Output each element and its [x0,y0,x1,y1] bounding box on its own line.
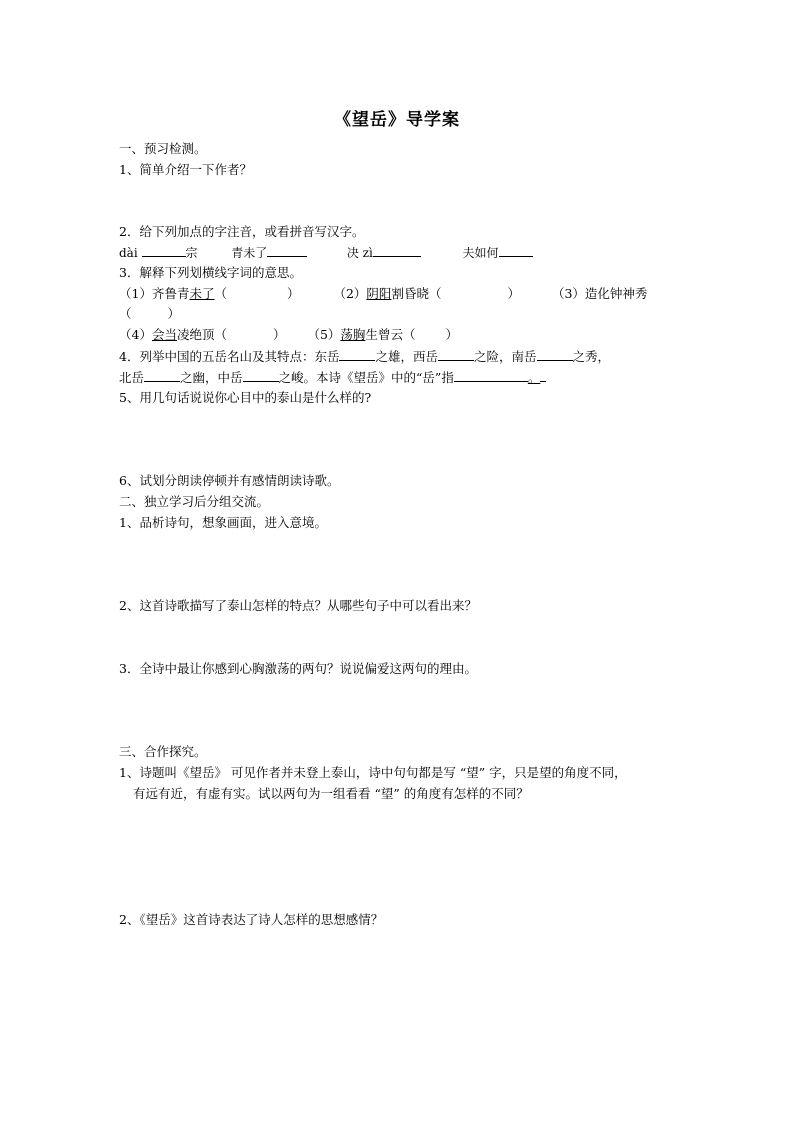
vocab-item-5-prefix: （5） [307,327,341,342]
answer-blank[interactable] [499,244,533,257]
vocab-item-2-underlined: 阴阳 [366,286,392,301]
text: 之幽，中岳 [180,370,243,385]
vocab-item-5-underlined: 荡胸 [340,327,366,342]
vocab-row-2 [119,306,180,322]
question-3-2: 2、《望岳》这首诗表达了诗人怎样的思想感情？ [119,912,384,927]
text: 之秀， [572,349,611,364]
question-1-5: 5、用几句话说说你心目中的泰山是什么样的? [119,390,372,405]
pinyin-word-4: 夫如何 [462,246,499,260]
question-1-1: 1、简单介绍一下作者？ [119,162,252,177]
answer-blank[interactable] [438,348,474,361]
text: 之峻。本诗《望岳》中的“岳”指 [278,370,454,385]
text: 。 [527,370,541,385]
pinyin-word-2: 青未了 [231,246,268,260]
question-1-4-line1 [119,348,610,365]
vocab-item-1-prefix: （1）齐鲁青 [119,286,190,301]
question-2-1: 1、品析诗句，想象画面，进入意境。 [119,515,327,530]
question-1-6: 6、试划分朗读停顿并有感情朗读诗歌。 [119,473,340,488]
answer-blank[interactable] [373,244,421,257]
question-3-1-line1: 1、诗题叫《望岳》 可见作者并未登上泰山，诗中句句都是写 “望” 字，只是望的角度不同， [119,765,627,780]
vocab-item-1-open: （ [214,286,227,301]
question-3-1-line2: 有远有近，有虚有实。试以两句为一组看看 “望” 的角度有怎样的不同？ [133,786,529,801]
vocab-row-3 [119,327,458,343]
answer-blank[interactable] [142,244,186,257]
vocab-item-5-post: 生曾云（ [365,327,416,342]
pinyin-word-3: 决 zì [346,246,373,260]
text: 北岳 [119,370,145,385]
answer-blank[interactable] [243,369,279,382]
vocab-item-2-close: ） [507,286,520,301]
answer-blank[interactable] [537,348,573,361]
section1-heading: 一、预习检测。 [119,141,207,156]
vocab-item-4-underlined: 会当 [151,327,177,342]
page-title: 《望岳》导学案 [334,110,460,130]
vocab-item-3-close: ） [167,306,181,321]
vocab-item-5-close: ） [445,327,458,342]
pinyin-row [119,244,533,261]
vocab-item-1-close: ） [286,286,300,301]
section2-heading: 二、独立学习后分组交流。 [119,494,270,509]
vocab-item-3-open: （ [119,306,132,321]
answer-blank [540,369,546,382]
pinyin-word-1: 宗 [185,246,198,260]
vocab-row-1 [119,286,647,302]
answer-blank[interactable] [267,244,307,257]
text: 4．列举中国的五岳名山及其特点：东岳 [119,349,340,364]
vocab-item-3: （3）造化钟神秀 [551,286,648,301]
pinyin-dai: dài [119,246,138,260]
answer-blank[interactable] [454,369,528,382]
question-2-3: 3．全诗中最让你感到心胸激荡的两句？说说偏爱这两句的理由。 [119,661,477,676]
question-2-2: 2、这首诗歌描写了泰山怎样的特点？从哪些句子中可以看出来？ [119,598,477,613]
question-1-4-line2 [119,369,546,386]
answer-blank[interactable] [144,369,180,382]
vocab-item-4-post: 凌绝顶（ [176,327,227,342]
question-1-3: 3．解释下列划横线字词的意思。 [119,265,302,280]
vocab-item-2-prefix: （2） [333,286,367,301]
text: 之雄，西岳 [375,349,438,364]
vocab-item-4-close: ） [272,327,286,342]
vocab-item-4-prefix: （4） [119,327,152,342]
section3-heading: 三、合作探究。 [119,744,207,759]
question-1-2: 2．给下列加点的字注音，或看拼音写汉字。 [119,224,365,239]
vocab-item-2-post: 割昏晓（ [391,286,442,301]
vocab-item-1-underlined: 未了 [189,286,215,301]
text: 之险，南岳 [473,349,537,364]
answer-blank[interactable] [339,348,375,361]
